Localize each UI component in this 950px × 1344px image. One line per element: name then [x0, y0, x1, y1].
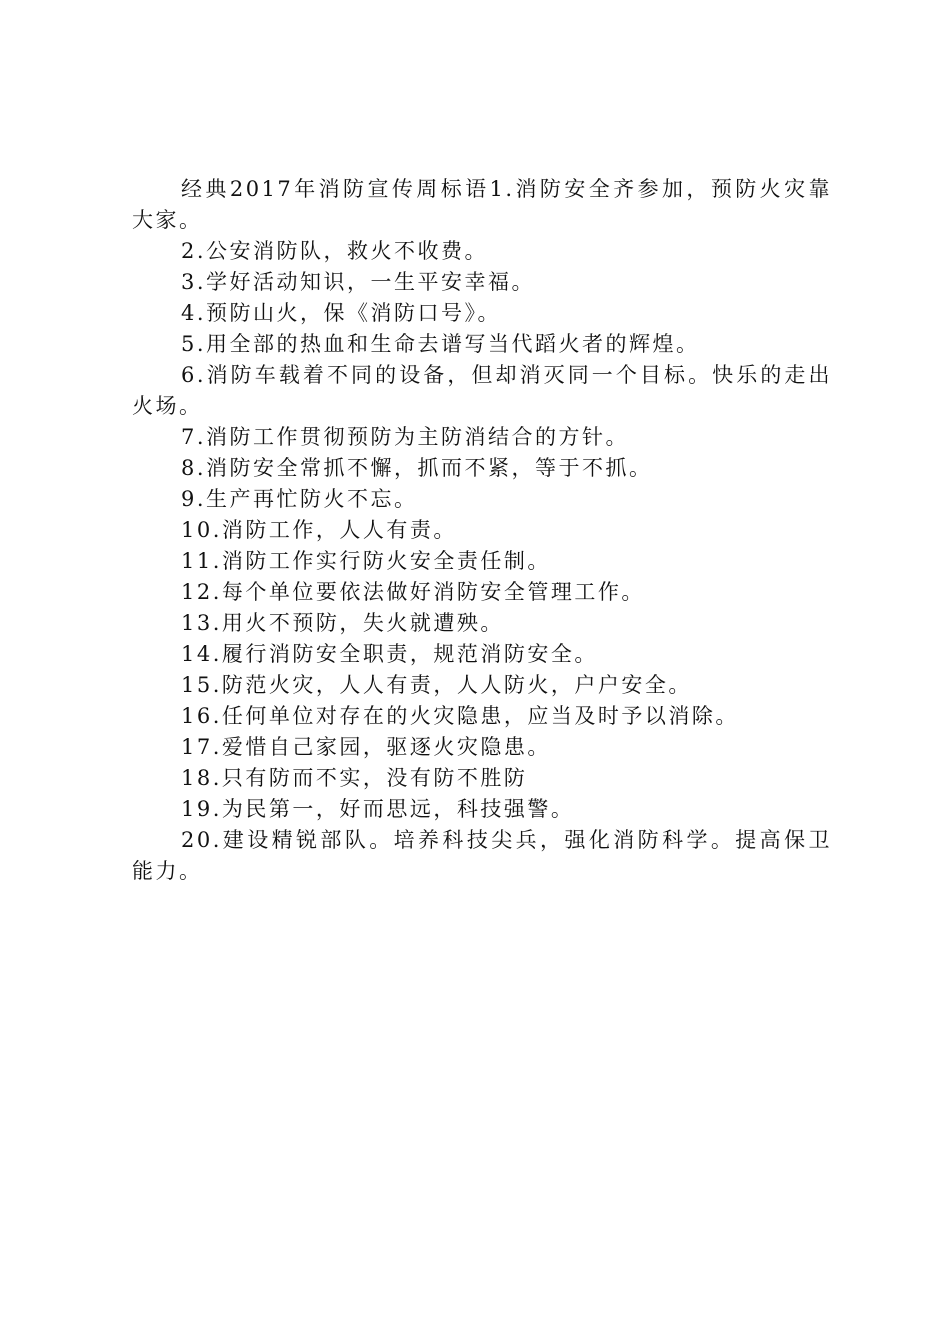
paragraph-7: 7.消防工作贯彻预防为主防消结合的方针。 — [181, 425, 630, 449]
document-body — [132, 174, 832, 887]
paragraph-8: 8.消防安全常抓不懈，抓而不紧，等于不抓。 — [181, 456, 653, 480]
paragraph-3: 3.学好活动知识，一生平安幸福。 — [181, 270, 536, 294]
paragraph-11: 11.消防工作实行防火安全责任制。 — [181, 549, 551, 573]
paragraph-10: 10.消防工作，人人有责。 — [181, 518, 457, 542]
paragraph-18: 18.只有防而不实，没有防不胜防 — [181, 766, 528, 790]
paragraph-2: 2.公安消防队，救火不收费。 — [181, 239, 489, 263]
paragraph-15: 15.防范火灾，人人有责，人人防火，户户安全。 — [181, 673, 692, 697]
paragraph-12: 12.每个单位要依法做好消防安全管理工作。 — [181, 580, 645, 604]
paragraph-6: 6.消防车载着不同的设备，但却消灭同一个目标。快乐的走出火场。 — [132, 363, 832, 418]
paragraph-14: 14.履行消防安全职责，规范消防安全。 — [181, 642, 598, 666]
paragraph-20: 20.建设精锐部队。培养科技尖兵，强化消防科学。提高保卫能力。 — [132, 828, 832, 883]
paragraph-16: 16.任何单位对存在的火灾隐患，应当及时予以消除。 — [181, 704, 739, 728]
paragraph-13: 13.用火不预防，失火就遭殃。 — [181, 611, 504, 635]
paragraph-5: 5.用全部的热血和生命去谱写当代蹈火者的辉煌。 — [181, 332, 700, 356]
paragraph-4: 4.预防山火，保《消防口号》。 — [181, 301, 502, 325]
paragraph-19: 19.为民第一，好而思远，科技强警。 — [181, 797, 575, 821]
paragraph-1: 经典2017年消防宣传周标语1.消防安全齐参加，预防火灾靠大家。 — [132, 177, 832, 232]
paragraph-17: 17.爱惜自己家园，驱逐火灾隐患。 — [181, 735, 551, 759]
paragraph-9: 9.生产再忙防火不忘。 — [181, 487, 418, 511]
